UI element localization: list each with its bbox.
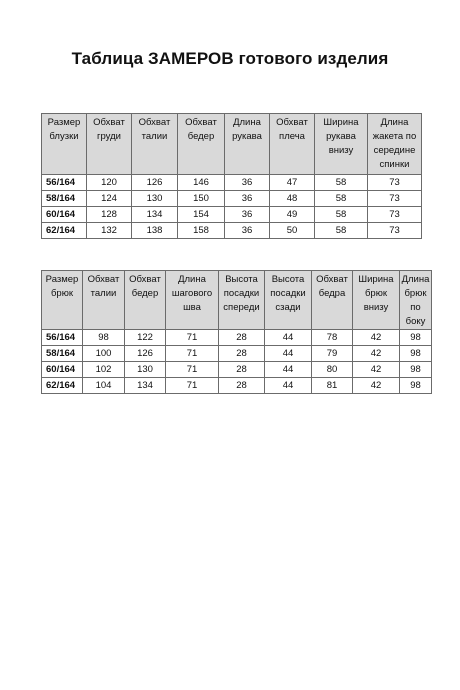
size-cell: 60/164	[42, 362, 83, 378]
column-header-hips: Обхват бедер	[125, 271, 166, 330]
table-cell: 100	[83, 346, 125, 362]
table-cell: 122	[125, 330, 166, 346]
table-cell: 58	[315, 223, 368, 239]
column-header-hips: Обхват бедер	[178, 114, 225, 175]
table-cell: 50	[270, 223, 315, 239]
size-cell: 58/164	[42, 191, 87, 207]
table-cell: 73	[368, 175, 422, 191]
table-cell: 36	[225, 175, 270, 191]
table-cell: 28	[219, 330, 265, 346]
table-cell: 58	[315, 175, 368, 191]
table-cell: 81	[312, 378, 353, 394]
table-cell: 120	[87, 175, 132, 191]
table-cell: 73	[368, 223, 422, 239]
column-header-waist: Обхват талии	[132, 114, 178, 175]
column-header-back-rise: Высота посадки сзади	[265, 271, 312, 330]
column-header-front-rise: Высота посадки спереди	[219, 271, 265, 330]
table-row	[42, 330, 432, 346]
table-cell: 48	[270, 191, 315, 207]
table-cell: 104	[83, 378, 125, 394]
table-cell: 134	[125, 378, 166, 394]
column-header-shoulder: Обхват плеча	[270, 114, 315, 175]
column-header-sleeve-width: Ширина рукава внизу	[315, 114, 368, 175]
table-cell: 134	[132, 207, 178, 223]
column-header-hem-width: Ширина брюк внизу	[353, 271, 400, 330]
table-cell: 42	[353, 362, 400, 378]
table-row	[42, 175, 422, 191]
table-cell: 126	[125, 346, 166, 362]
column-header-waist: Обхват талии	[83, 271, 125, 330]
table-row	[42, 191, 422, 207]
column-header-inseam: Длина шагового шва	[166, 271, 219, 330]
blouse-measurements-table	[41, 113, 422, 239]
table-cell: 124	[87, 191, 132, 207]
table-cell: 126	[132, 175, 178, 191]
table-row	[42, 207, 422, 223]
size-cell: 56/164	[42, 330, 83, 346]
column-header-size: Размер блузки	[42, 114, 87, 175]
column-header-size: Размер брюк	[42, 271, 83, 330]
column-header-chest: Обхват груди	[87, 114, 132, 175]
size-cell: 56/164	[42, 175, 87, 191]
table-cell: 132	[87, 223, 132, 239]
table-cell: 71	[166, 346, 219, 362]
table-cell: 78	[312, 330, 353, 346]
table-cell: 130	[125, 362, 166, 378]
table-cell: 71	[166, 362, 219, 378]
size-cell: 62/164	[42, 378, 83, 394]
table-cell: 44	[265, 330, 312, 346]
table-cell: 28	[219, 378, 265, 394]
table-cell: 79	[312, 346, 353, 362]
table-cell: 42	[353, 330, 400, 346]
table-cell: 98	[83, 330, 125, 346]
table-cell: 71	[166, 330, 219, 346]
table-cell: 154	[178, 207, 225, 223]
table-cell: 98	[400, 330, 432, 346]
size-cell: 60/164	[42, 207, 87, 223]
table-cell: 28	[219, 346, 265, 362]
table-cell: 42	[353, 346, 400, 362]
column-header-side-length: Длина брюк по боку	[400, 271, 432, 330]
table-cell: 36	[225, 207, 270, 223]
table-cell: 42	[353, 378, 400, 394]
table-row	[42, 378, 432, 394]
table-cell: 150	[178, 191, 225, 207]
table-cell: 47	[270, 175, 315, 191]
table-cell: 71	[166, 378, 219, 394]
table-cell: 98	[400, 378, 432, 394]
table-cell: 98	[400, 362, 432, 378]
table-cell: 158	[178, 223, 225, 239]
table-row	[42, 362, 432, 378]
table-row	[42, 346, 432, 362]
table-header-row	[42, 271, 432, 330]
size-cell: 62/164	[42, 223, 87, 239]
table-cell: 73	[368, 207, 422, 223]
table-cell: 28	[219, 362, 265, 378]
table-cell: 73	[368, 191, 422, 207]
column-header-jacket-length: Длина жакета по середине спинки	[368, 114, 422, 175]
table-cell: 128	[87, 207, 132, 223]
table-cell: 36	[225, 191, 270, 207]
table-row	[42, 223, 422, 239]
table-cell: 102	[83, 362, 125, 378]
table-cell: 44	[265, 362, 312, 378]
table-cell: 36	[225, 223, 270, 239]
table-cell: 44	[265, 346, 312, 362]
table-cell: 44	[265, 378, 312, 394]
table-header-row	[42, 114, 422, 175]
table-cell: 98	[400, 346, 432, 362]
table-cell: 58	[315, 207, 368, 223]
column-header-sleeve-length: Длина рукава	[225, 114, 270, 175]
table-cell: 146	[178, 175, 225, 191]
table-cell: 58	[315, 191, 368, 207]
table-cell: 138	[132, 223, 178, 239]
page-title: Таблица ЗАМЕРОВ готового изделия	[71, 49, 389, 68]
size-cell: 58/164	[42, 346, 83, 362]
trousers-measurements-table	[41, 270, 432, 394]
table-cell: 80	[312, 362, 353, 378]
table-cell: 49	[270, 207, 315, 223]
column-header-thigh: Обхват бедра	[312, 271, 353, 330]
table-cell: 130	[132, 191, 178, 207]
